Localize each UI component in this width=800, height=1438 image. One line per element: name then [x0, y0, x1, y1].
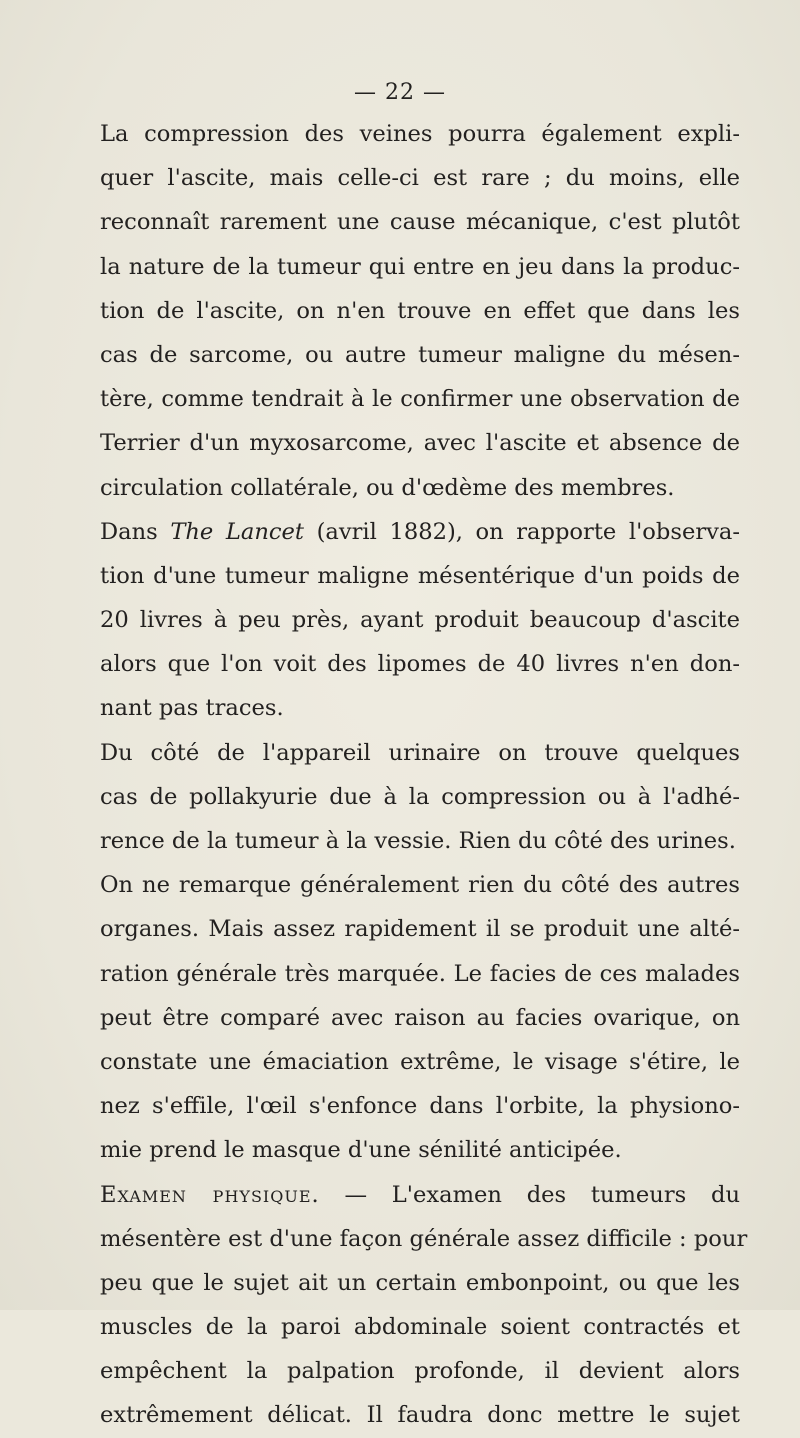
text-line: rence de la tumeur à la vessie. Rien du côté des urines.: [100, 828, 736, 854]
text-line: mésentère est d'une façon générale assez difficile : pour: [100, 1225, 748, 1252]
text-line: reconnaît rarement une cause mécanique, c'est plutôt: [100, 209, 740, 236]
text-line: extrêmement délicat. Il faudra donc mettre le sujet: [100, 1402, 740, 1429]
page-number: — 22 —: [354, 80, 446, 105]
text-line: ration générale très marquée. Le facies de ces malades: [100, 960, 740, 987]
text-line: la nature de la tumeur qui entre en jeu dans la produc-: [100, 253, 740, 280]
text-line: circulation collatérale, ou d'œdème des membres.: [100, 474, 675, 501]
text-line: peu que le sujet ait un certain embonpoint, ou que les: [100, 1269, 740, 1296]
text-line: La compression des veines pourra également expli-: [100, 121, 740, 147]
text-line: organes. Mais assez rapidement il se produit une alté-: [100, 916, 740, 943]
text-line: mie prend le masque d'une sénilité anticipée.: [100, 1137, 622, 1164]
text-line: empêchent la palpation profonde, il devient alors: [100, 1358, 740, 1385]
text-line: Du côté de l'appareil urinaire on trouve quelques: [100, 739, 740, 766]
text-line: tère, comme tendrait à le confirmer une observation de: [100, 386, 740, 413]
text-line: peut être comparé avec raison au facies ovarique, on: [100, 1004, 740, 1031]
text-line: nez s'effile, l'œil s'enfonce dans l'orbite, la physiono-: [100, 1093, 740, 1120]
text-line: alors que l'on voit des lipomes de 40 livres n'en don-: [100, 651, 740, 678]
text-line: tion de l'ascite, on n'en trouve en effet que dans les: [100, 297, 740, 324]
body-text: [100, 112, 748, 1438]
text-line: Dans The Lancet (avril 1882), on rapporte l'observa-: [100, 518, 740, 545]
text-line: tion d'une tumeur maligne mésentérique d'un poids de: [100, 562, 740, 589]
text-line: muscles de la paroi abdominale soient contractés et: [100, 1314, 740, 1341]
text-line: On ne remarque généralement rien du côté des autres: [100, 872, 740, 899]
text-line: cas de pollakyurie due à la compression ou à l'adhé-: [100, 783, 740, 810]
text-line: Examen physique. — L'examen des tumeurs du: [100, 1181, 741, 1208]
text-line: quer l'ascite, mais celle-ci est rare ; du moins, elle: [100, 165, 740, 192]
text-line: cas de sarcome, ou autre tumeur maligne du mésen-: [100, 341, 740, 368]
text-line: 20 livres à peu près, ayant produit beaucoup d'ascite: [100, 607, 740, 634]
text-line: nant pas traces.: [100, 695, 284, 722]
text-line: constate une émaciation extrême, le visage s'étire, le: [100, 1048, 740, 1075]
text-line: Terrier d'un myxosarcome, avec l'ascite et absence de: [100, 430, 740, 457]
